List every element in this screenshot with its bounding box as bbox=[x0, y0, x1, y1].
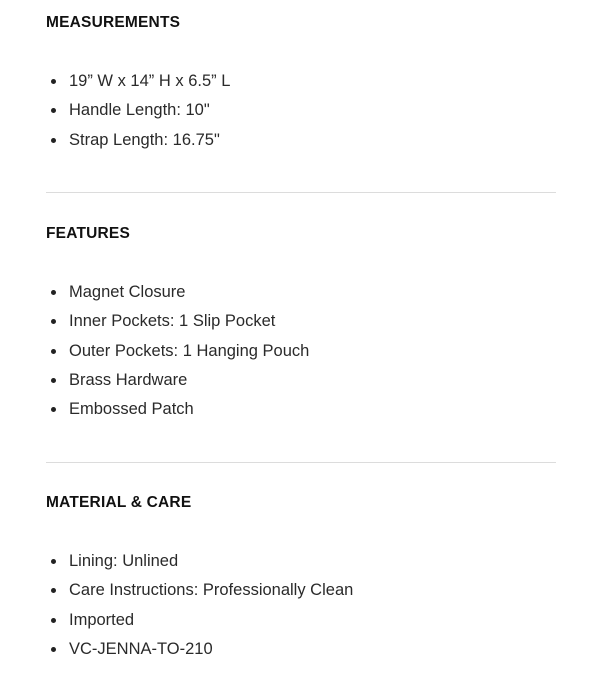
material-care-section bbox=[46, 493, 556, 664]
section-title-material-care: MATERIAL & CARE bbox=[46, 494, 192, 511]
measurements-section bbox=[46, 13, 556, 155]
bullet-icon bbox=[51, 290, 56, 295]
list-item bbox=[46, 395, 556, 424]
list-item-text: Brass Hardware bbox=[69, 370, 188, 389]
list-item bbox=[46, 67, 556, 96]
bullet-icon bbox=[51, 319, 56, 324]
bullet-icon bbox=[51, 559, 56, 564]
list-item-text: 19” W x 14” H x 6.5” L bbox=[69, 72, 231, 90]
list-item-text: Handle Length: 10" bbox=[69, 101, 210, 120]
list-item bbox=[46, 337, 556, 366]
list-item bbox=[46, 366, 556, 395]
list-item-text: Inner Pockets: 1 Slip Pocket bbox=[69, 312, 276, 331]
list-item-text: Magnet Closure bbox=[69, 283, 186, 301]
section-title-measurements: MEASUREMENTS bbox=[46, 14, 181, 31]
list-item bbox=[46, 606, 556, 635]
bullet-icon bbox=[51, 618, 56, 623]
list-item bbox=[46, 547, 556, 576]
features-list bbox=[46, 278, 556, 424]
list-item bbox=[46, 635, 556, 664]
bullet-icon bbox=[51, 407, 56, 412]
bullet-icon bbox=[51, 588, 56, 593]
list-item-text: Embossed Patch bbox=[69, 400, 194, 419]
list-item bbox=[46, 126, 556, 155]
measurements-list bbox=[46, 67, 556, 155]
material-care-list bbox=[46, 547, 556, 664]
list-item bbox=[46, 307, 556, 336]
list-item bbox=[46, 576, 556, 605]
bullet-icon bbox=[51, 647, 56, 652]
list-item-text: Outer Pockets: 1 Hanging Pouch bbox=[69, 341, 310, 360]
list-item-text: VC-JENNA-TO-210 bbox=[69, 639, 213, 658]
bullet-icon bbox=[51, 349, 56, 354]
bullet-icon bbox=[51, 79, 56, 84]
list-item-text: Strap Length: 16.75" bbox=[69, 130, 220, 149]
bullet-icon bbox=[51, 138, 56, 143]
list-item-text: Care Instructions: Professionally Clean bbox=[69, 581, 354, 600]
bullet-icon bbox=[51, 108, 56, 113]
section-divider bbox=[46, 192, 556, 193]
list-item-text: Imported bbox=[69, 610, 135, 629]
list-item-text: Lining: Unlined bbox=[69, 552, 179, 570]
features-section bbox=[46, 224, 556, 424]
section-title-features: FEATURES bbox=[46, 225, 130, 242]
list-item bbox=[46, 278, 556, 307]
section-divider bbox=[46, 462, 556, 463]
bullet-icon bbox=[51, 378, 56, 383]
list-item bbox=[46, 96, 556, 125]
